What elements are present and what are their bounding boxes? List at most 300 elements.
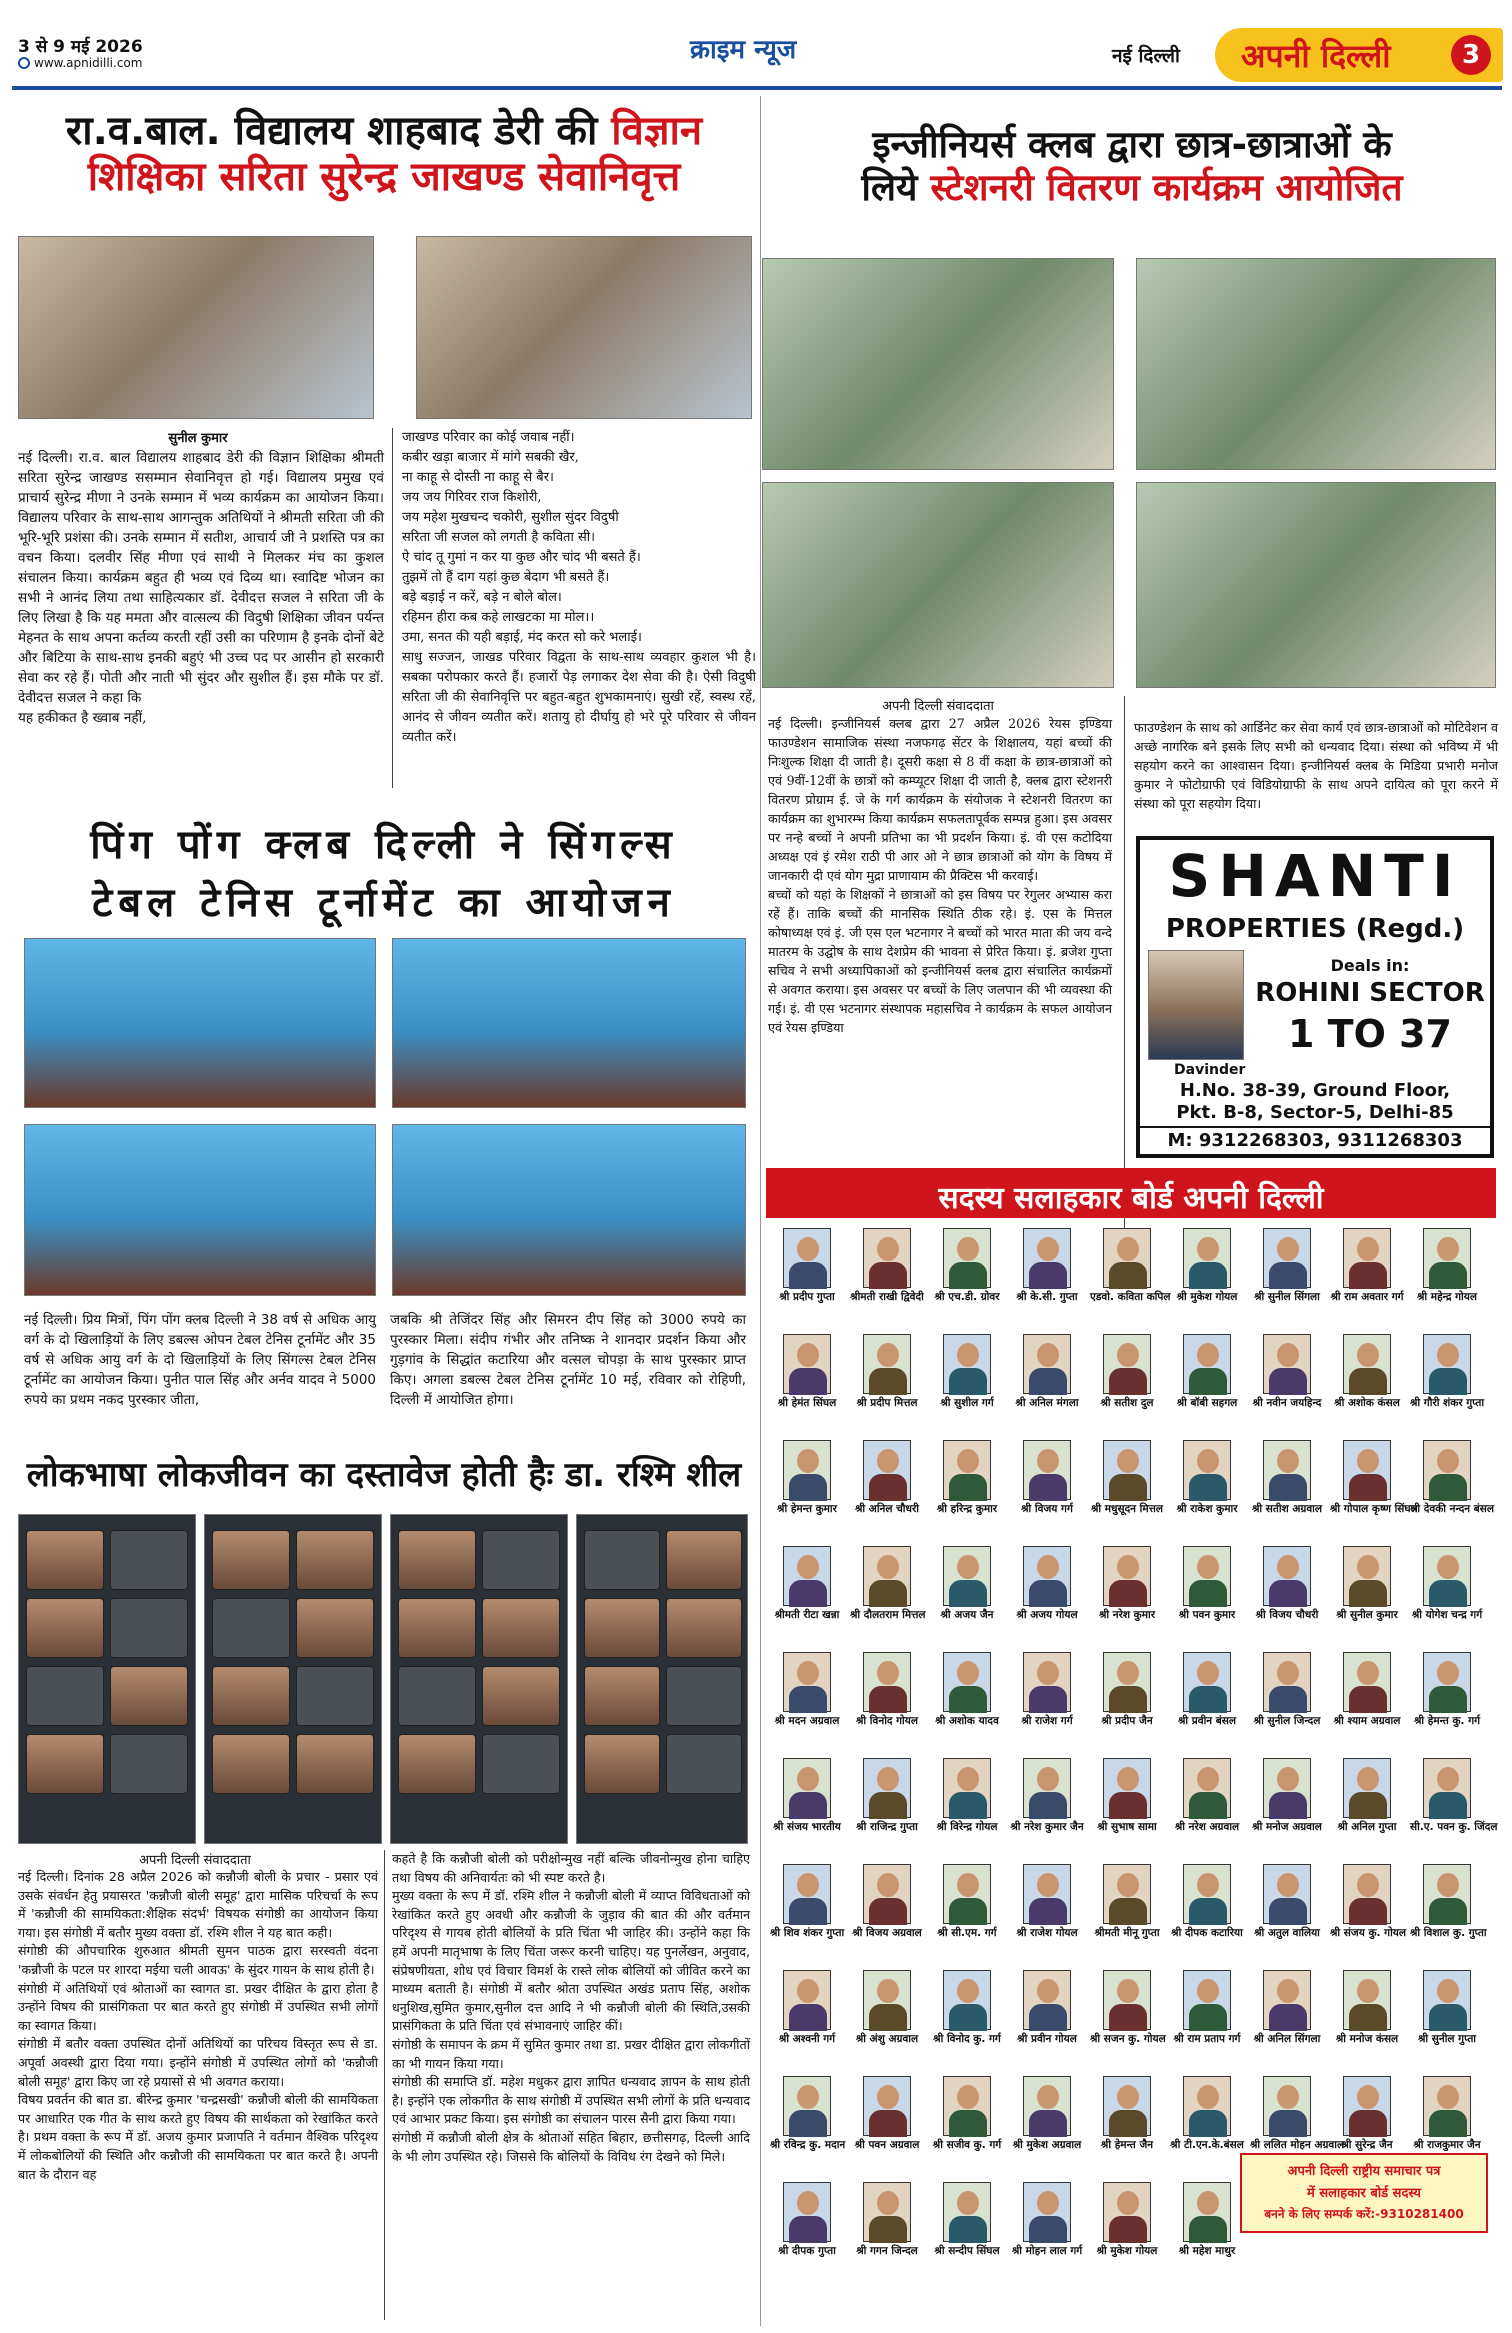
member-photo — [1103, 1440, 1151, 1500]
member-name: श्री दीपक गुप्ता — [778, 2245, 836, 2257]
photo-felicitation-1 — [18, 236, 374, 419]
member-name: श्री दीपक कटारिया — [1171, 1927, 1243, 1939]
member-photo — [1343, 1970, 1391, 2030]
story-column-1: नई दिल्ली। इन्जीनियर्स क्लब द्वारा 27 अप्रैल 2026 रेयस इण्डिया फाउण्डेशन सामाजिक संस्था नजफगढ़ सेंटर के शिक्षालय, यहां बच्चों की निःशुल्क शिक्षा दी जाती है। दूसरी कक्षा से 8 वीं कक्षा के छात्र-छात्राओं को एवं 9वीं-12वीं के छात्रों को कम्प्यूटर शिक्षा दी जाती है, क्लब द्वारा स्टेशनरी वितरण प्रोग्राम ई. जे के गर्ग कार्यक्रम के संयोजक ने स्टेशनरी वितरण का कार्यक्रम का शुभारम्भ किया कार्यक्रम सफलतापूर्वक सम्पन्न हुआ। इस अवसर पर नन्हे बच्चों ने अपनी प्रतिभा का भी प्रदर्शन किया। इं. वी एस कटोदिया अध्यक्ष एवं इं रमेश राठी पी आर ओ ने छात्र छात्राओं को योग के विषय में जानकारी दी एवं योग मुद्रा प्राणायाम की प्रैक्टिस भी करवाई। बच्चों को यहां के शिक्षकों ने छात्राओं को इस विषय पर रेगुलर अभ्यास करा रहें हैं। ताकि बच्चों की मानसिक स्थिति ठीक रहे। इं. एस के मित्तल कोषाध्यक्ष एवं इं. जी एस एल भटनागर ने बच्चों को भारत माता की जय वन्दे मातरम के उद्घोष के साथ देशप्रेम की भावना से प्रेरित किया। इं. ब्रजेश गुप्ता सचिव ने सभी अध्यापिकाओं को इन्जीनियर्स क्लब द्वारा संचालित कार्यक्रमों से अवगत कराया। इस अवसर पर बच्चों के लिए जलपान की भी व्यवस्था की गई। इं. वी एस भटनागर संस्थापक महासचिव ने कार्यक्रम के सफल आयोजन एवं रेयस इण्डिया — [768, 716, 1112, 1035]
board-member — [1410, 1758, 1498, 1840]
photo-players-1 — [24, 938, 376, 1108]
member-name: श्री राजेश गर्ग — [1021, 1715, 1073, 1727]
page-divider — [760, 96, 761, 2326]
photo-stationery-1 — [762, 258, 1114, 470]
member-name: श्री सजन कु. गोयल — [1090, 2033, 1166, 2045]
member-name: श्री सी.एम. गर्ग — [937, 1927, 997, 1939]
member-photo — [1263, 1228, 1311, 1288]
member-name: श्री सन्दीप सिंघल — [934, 2245, 1000, 2257]
story-column-1: नई दिल्ली। दिनांक 28 अप्रैल 2026 को कन्नौजी बोली के प्रचार - प्रसार एवं उसके संवर्धन हेतु प्रयासरत 'कन्नौजी बोली समूह' द्वारा मासिक परिचर्चा के रूप में 'कन्नौजी की सामयिकता:शैक्षिक संदर्भ' विषयक संगोष्ठी का आयोजन किया गया। इस संगोष्ठी में बतौर मुख्य वक्ता डॉ. रश्मि शील ने यह बात कही। संगोष्ठी की औपचारिक शुरुआत श्रीमती सुमन पाठक द्वारा सरस्वती वंदना 'कन्नौजी के पटल पर शारदा मईया चली आवऊ' के सुंदर गायन के साथ होती है। संगोष्ठी में अतिथियों एवं श्रोताओं का स्वागत डा. प्रखर दीक्षित के द्वारा होता है उन्होंने विषय की प्रासंगिकता पर बात करते हुए संगोष्ठी में उपस्थित सभी लोगों का स्वागत किया। संगोष्ठी में बतौर वक्ता उपस्थित दोनों अतिथियों का परिचय विस्तृत रूप से डा. अपूर्वा अवस्थी द्वारा दिया गया। इन्होंने संगोष्ठी में उपस्थित लोगों को 'कन्नौजी बोली समूह' द्वारा किए जा रहे प्रयासों से भी अवगत कराया। विषय प्रवर्तन की बात डा. बीरेन्द्र कुमार 'चन्द्रसखी' कन्नौजी बोली की सामयिकता पर आधारित एक गीत के साथ करते हुए विषय की सार्थकता को रेखांकित करते है। प्रथम वक्ता के रूप में डॉ. अजय कुमार प्रजापति ने वर्तमान वैश्विक परिदृश्य में लोकबोलियों की स्थिति और कन्नौजी की सामयिकता पर बात करते है। अपनी बात के दौरान वह — [18, 1869, 378, 2182]
board-member — [934, 2182, 1000, 2264]
member-photo — [1343, 1758, 1391, 1818]
vc-tile — [666, 1598, 742, 1658]
member-name: श्री राम अवतार गर्ग — [1330, 1291, 1404, 1303]
board-member — [1174, 2182, 1240, 2264]
member-name: श्री एच.डी. ग्रोवर — [934, 1291, 1000, 1303]
story-column-2: जबकि श्री तेजिंदर सिंह और सिमरन दीप सिंह को 3000 रुपये का पुरस्कार मिला। संदीप गंभीर और तनिष्क ने शानदार प्रदर्शन किया और गुड़गांव के सिद्धांत कटारिया और वत्सल चोपड़ा के साथ पुरस्कार प्राप्त किए। अगला डबल्स टेबल टेनिस टूर्नामेंट 10 मई, रविवार को रोहिणी, दिल्ली में आयोजित होगा। — [390, 1312, 746, 1408]
member-photo — [1183, 1440, 1231, 1500]
ad-deals: Deals in: — [1330, 956, 1410, 975]
member-photo — [1103, 1970, 1151, 2030]
member-photo — [1423, 2076, 1471, 2136]
member-name: श्रीमती मीनू गुप्ता — [1094, 1927, 1160, 1939]
member-name: श्री गोपाल कृष्ण सिंघल — [1330, 1503, 1418, 1515]
board-member — [1014, 1546, 1080, 1628]
board-member — [1014, 1652, 1080, 1734]
board-member — [774, 1334, 840, 1416]
board-member — [1410, 1864, 1487, 1946]
board-member — [774, 1546, 840, 1628]
member-photo — [863, 1228, 911, 1288]
cta-line-1: अपनी दिल्ली राष्ट्रीय समाचार पत्र — [1287, 2164, 1441, 2179]
vc-tile — [212, 1530, 290, 1590]
ad-phone[interactable]: M: 9312268303, 9311268303 — [1140, 1126, 1490, 1151]
city-label: नई दिल्ली — [1112, 45, 1180, 67]
member-name: श्री श्याम अग्रवाल — [1333, 1715, 1401, 1727]
board-member — [1410, 1334, 1485, 1416]
headline — [12, 816, 756, 932]
member-name: श्री हेमन्त कु. गर्ग — [1413, 1715, 1481, 1727]
member-name: श्री विजय चौधरी — [1255, 1609, 1319, 1621]
vc-tile — [584, 1530, 660, 1590]
board-member — [1254, 1758, 1320, 1840]
member-photo — [943, 1546, 991, 1606]
board-member — [774, 2182, 840, 2264]
member-name: श्री नरेश कुमार — [1098, 1609, 1156, 1621]
member-name: श्री अतुल वालिया — [1254, 1927, 1320, 1939]
member-name: श्री पवन कुमार — [1178, 1609, 1236, 1621]
member-name: श्री सतीश दुल — [1100, 1397, 1154, 1409]
page-number-badge — [1451, 35, 1491, 75]
member-photo — [1103, 1334, 1151, 1394]
member-photo — [1423, 1652, 1471, 1712]
board-member — [1414, 1652, 1480, 1734]
board-member — [774, 1228, 840, 1310]
member-name: श्री नवीन जयहिन्द — [1252, 1397, 1322, 1409]
member-name: श्री विजय अग्रवाल — [852, 1927, 922, 1939]
board-member — [1330, 1228, 1404, 1310]
vc-tile — [296, 1666, 374, 1726]
photo-stationery-4 — [1136, 482, 1496, 688]
story-column-2: जाखण्ड परिवार का कोई जवाब नहीं। कबीर खड़ा बाजार में मांगे सबकी खैर, ना काहू से दोस्ती ना काहू से बैर। जय जय गिरिवर राज किशोरी, जय महेश मुखचन्द चकोरी, सुशील सुंदर विदुषी सरिता जी सजल को लगती है कविता सी। ऐ चांद तू गुमां न कर या कुछ और चांद भी बसते हैं। तुझमें तो हैं दाग यहां कुछ बेदाग भी बसते हैं। बड़े बड़ाई न करें, बड़े न बोले बोल। रहिमन हीरा कब कहे लाखटका मा मोल।। उमा, सनत की यही बड़ाई, मंद करत सो करे भलाई। साधु सज्जन, जाखड परिवार विद्वता के साथ-साथ व्यवहार कुशल भी है। सबका परोपकार करते हैं। हजारों पेड़ लगाकर देश सेवा की है। ऐसी विदुषी सरिता जी की सेवानिवृत्ति पर बहुत-बहुत शुभकामनाएं। सुखी रहें, स्वस्थ रहें, आनंद से जीवन व्यतीत करें। शतायु हो दीर्घायु हो भरे पूरे परिवार से जीवन व्यतीत करें। — [402, 430, 756, 745]
ad-address-2: Pkt. B-8, Sector-5, Delhi-85 — [1176, 1102, 1454, 1123]
globe-icon — [18, 57, 30, 69]
member-name: श्री हेमन्त कुमार — [777, 1503, 837, 1515]
member-photo — [943, 2076, 991, 2136]
board-member — [1171, 1864, 1243, 1946]
section-title: क्राइम न्यूज — [690, 35, 797, 65]
member-name: श्री विजय गर्ग — [1021, 1503, 1073, 1515]
member-name: श्री के.सी. गुप्ता — [1016, 1291, 1078, 1303]
member-photo — [1023, 1758, 1071, 1818]
board-member — [854, 1758, 920, 1840]
member-photo — [1023, 2182, 1071, 2242]
advisory-board — [766, 1168, 1496, 2328]
board-member — [1094, 1758, 1160, 1840]
board-member — [854, 1440, 920, 1522]
member-name: सी.ए. पवन कु. जिंदल — [1410, 1821, 1498, 1833]
board-member — [770, 2076, 846, 2158]
ad-name: SHANTI — [1168, 842, 1462, 910]
member-photo — [943, 1228, 991, 1288]
board-member — [1174, 1652, 1240, 1734]
board-member — [1094, 1864, 1160, 1946]
board-member — [934, 2076, 1000, 2158]
board-member — [1334, 1652, 1400, 1734]
board-member — [1334, 2076, 1400, 2158]
headline-line2-black: लिये — [861, 165, 931, 209]
board-member — [854, 1334, 920, 1416]
member-name: श्री प्रदीप मित्तल — [856, 1397, 918, 1409]
headline-red: विज्ञान — [611, 108, 703, 154]
board-member — [934, 1440, 1000, 1522]
member-name: श्री अशोक यादव — [935, 1715, 999, 1727]
board-member — [1014, 1440, 1080, 1522]
board-member — [1334, 1970, 1400, 2052]
member-photo — [1343, 1228, 1391, 1288]
member-name: श्री मनोज अग्रवाल — [1252, 1821, 1322, 1833]
member-photo — [1343, 1652, 1391, 1712]
member-photo — [863, 2076, 911, 2136]
member-name: श्री गौरी शंकर गुप्ता — [1410, 1397, 1485, 1409]
member-name: श्री विरेन्द्र गोयल — [936, 1821, 998, 1833]
member-name: श्री सुभाष सामा — [1097, 1821, 1157, 1833]
member-photo — [1023, 1334, 1071, 1394]
board-member — [1254, 1864, 1320, 1946]
member-photo — [1183, 1864, 1231, 1924]
vc-tile — [26, 1666, 104, 1726]
board-member — [1014, 1228, 1080, 1310]
member-name: श्री अश्वनी गर्ग — [778, 2033, 836, 2045]
member-photo — [1343, 1864, 1391, 1924]
member-name: श्री योगेश चन्द्र गर्ग — [1411, 1609, 1483, 1621]
ad-address-1: H.No. 38-39, Ground Floor, — [1179, 1080, 1451, 1101]
headline-line1: इन्जीनियर्स क्लब द्वारा छात्र-छात्राओं के — [872, 123, 1392, 166]
brand-name: अपनी दिल्ली — [1241, 37, 1391, 75]
board-member — [1014, 1864, 1080, 1946]
board-member — [854, 1970, 920, 2052]
board-member — [1094, 1546, 1160, 1628]
member-photo — [1183, 1228, 1231, 1288]
member-photo — [863, 1970, 911, 2030]
member-photo — [1023, 2076, 1071, 2136]
member-name: श्री मुकेश गोयल — [1176, 1291, 1238, 1303]
page-number: 3 — [1461, 40, 1481, 70]
board-member — [1174, 1758, 1240, 1840]
video-call-screenshots — [18, 1514, 748, 1844]
member-name: श्री सुशील गर्ग — [940, 1397, 994, 1409]
member-photo — [783, 1970, 831, 2030]
member-name: श्री राजकुमार जैन — [1413, 2139, 1481, 2151]
member-name: श्री मुकेश गोयल — [1096, 2245, 1158, 2257]
member-photo — [1263, 1864, 1311, 1924]
vc-tile — [26, 1530, 104, 1590]
headline-red-line2: शिक्षिका सरिता सुरेन्द्र जाखण्ड सेवानिवृत्त — [87, 154, 681, 200]
vc-tile — [296, 1734, 374, 1794]
board-member — [854, 1652, 920, 1734]
member-photo — [1103, 1652, 1151, 1712]
masthead-rule — [12, 86, 1502, 90]
vc-tile — [296, 1530, 374, 1590]
member-photo — [1023, 1652, 1071, 1712]
board-member — [1174, 1334, 1240, 1416]
member-name: श्री अंशु अग्रवाल — [855, 2033, 919, 2045]
board-member — [1094, 2182, 1160, 2264]
ad-subtitle: PROPERTIES (Regd.) — [1165, 914, 1465, 944]
board-member — [1411, 1546, 1483, 1628]
board-member — [1014, 2076, 1080, 2158]
member-name: श्री अजय जैन — [940, 1609, 994, 1621]
member-photo — [1263, 1546, 1311, 1606]
property-ad — [1136, 836, 1494, 1158]
member-name: श्रीमती रीटा खन्ना — [774, 1609, 840, 1621]
board-member — [1254, 1228, 1320, 1310]
member-name: श्री देवकी नन्दन बंसल — [1410, 1503, 1495, 1515]
member-photo — [943, 1864, 991, 1924]
board-member — [1014, 1970, 1080, 2052]
member-name: श्री संजय भारतीय — [773, 1821, 841, 1833]
board-member — [1094, 2076, 1160, 2158]
member-photo — [1423, 1864, 1471, 1924]
vc-tile — [666, 1530, 742, 1590]
board-member — [1174, 1440, 1240, 1522]
member-name: श्री विशाल कु. गुप्ता — [1410, 1927, 1487, 1939]
board-member — [1174, 1546, 1240, 1628]
ad-area-1: ROHINI SECTOR — [1255, 978, 1485, 1008]
member-photo — [863, 1758, 911, 1818]
member-name: श्री ललित मोहन अग्रवाल — [1250, 2139, 1345, 2151]
photo-stationery-2 — [1136, 258, 1496, 470]
photo-felicitation-2 — [416, 236, 752, 419]
column-divider — [392, 428, 393, 788]
vc-tile — [398, 1734, 476, 1794]
member-name: श्री बॉबी सहगल — [1176, 1397, 1238, 1409]
member-name: श्री हरिन्द्र कुमार — [936, 1503, 998, 1515]
board-member — [774, 1758, 840, 1840]
cta-line-2: में सलाहकार बोर्ड सदस्य — [1307, 2186, 1421, 2201]
member-name: श्री अनिल चौधरी — [854, 1503, 919, 1515]
byline: अपनी दिल्ली संवाददाता — [139, 1853, 251, 1868]
member-name: श्री अनिल मंगला — [1015, 1397, 1079, 1409]
board-member — [854, 1864, 920, 1946]
board-member — [1414, 1228, 1480, 1310]
member-name: श्री प्रवीन गोयल — [1017, 2033, 1077, 2045]
headline — [762, 124, 1502, 209]
member-photo — [863, 1652, 911, 1712]
member-photo — [1103, 2076, 1151, 2136]
member-photo — [1183, 1334, 1231, 1394]
vc-tile — [666, 1666, 742, 1726]
board-member — [774, 1970, 840, 2052]
board-member — [1174, 1970, 1240, 2052]
member-photo — [1023, 1228, 1071, 1288]
member-photo — [863, 1440, 911, 1500]
story-retirement — [12, 98, 756, 798]
board-member — [934, 1228, 1000, 1310]
member-name: श्री अनिल गुप्ता — [1337, 1821, 1397, 1833]
photo-stationery-3 — [762, 482, 1114, 688]
board-cta[interactable] — [1240, 2153, 1488, 2233]
board-member — [1090, 1970, 1166, 2052]
member-name: श्री मुकेश अग्रवाल — [1012, 2139, 1082, 2151]
board-member — [1094, 1652, 1160, 1734]
board-member — [1334, 1334, 1400, 1416]
vc-tile — [110, 1666, 188, 1726]
member-name: श्री अनिल सिंगला — [1253, 2033, 1321, 2045]
board-member — [1251, 1440, 1323, 1522]
member-name: श्री सुनील गुप्ता — [1417, 2033, 1477, 2045]
vc-tile — [482, 1530, 560, 1590]
member-name: श्री महेन्द्र गोयल — [1417, 1291, 1477, 1303]
headline — [12, 108, 756, 200]
board-member — [1170, 2076, 1244, 2158]
member-photo — [783, 1440, 831, 1500]
vc-tile — [110, 1598, 188, 1658]
member-name: श्री राजिन्द्र गुप्ता — [856, 1821, 918, 1833]
member-photo — [1023, 1864, 1071, 1924]
vc-tile — [110, 1734, 188, 1794]
member-photo — [863, 1334, 911, 1394]
board-member — [1414, 1970, 1480, 2052]
story-column-1: नई दिल्ली। रा.व. बाल विद्यालय शाहबाद डेरी की विज्ञान शिक्षिका श्रीमती सरिता सुरेन्द्र जाखण्ड ससम्मान सेवानिवृत्त हो गई। विद्यालय प्रमुख एवं प्राचार्य सुरेन्द्र मीणा ने उनके सम्मान में भव्य कार्यक्रम का आयोजन किया। विद्यालय परिवार के साथ-साथ आगन्तुक अतिथियों ने श्रीमती सरिता जी की भूरि-भूरि प्रशंसा की। उनके सम्मान में सतीश, आचार्य जी ने प्रशस्ति पत्र का वचन किया। दलवीर सिंह मीणा एवं साथी ने मिलकर मंच का कुशल संचालन किया। कार्यक्रम बहुत ही भव्य एवं दिव्य था। स्वादिष्ट भोजन का सभी ने आनंद लिया तथा साहित्यकार डॉ. देवीदत्त सजल ने सरिता जी के लिए लिखा है कि यह ममता और वात्सल्य की विदुषी शिक्षिका जीवन पर्यन्त मेहनत के साथ अपना कर्तव्य करती रहीं उसी का परिणाम है इनके दोनों बेटे और बिटिया के साथ-साथ इनकी बहुएं भी उच्च पद पर आसीन हो सरकारी सेवा कर रहे हैं। पोती और नाती भी सुंदर और सुशील हैं। इस मौके पर डॉ. देवीदत्त सजल ने कहा कि यह हकीकत है ख्वाब नहीं, — [18, 450, 384, 726]
vc-tile — [482, 1666, 560, 1726]
member-name: श्री नरेश अग्रवाल — [1174, 1821, 1240, 1833]
board-member — [774, 1652, 840, 1734]
vc-tile — [26, 1598, 104, 1658]
member-photo — [863, 2182, 911, 2242]
board-member — [850, 1228, 924, 1310]
member-photo — [783, 1864, 831, 1924]
member-photo — [1183, 1758, 1231, 1818]
ad-area-2: 1 TO 37 — [1287, 1012, 1452, 1056]
board-member — [1330, 1440, 1418, 1522]
member-photo — [1423, 1758, 1471, 1818]
board-member — [1014, 1334, 1080, 1416]
board-member — [1174, 1228, 1240, 1310]
member-photo — [1103, 1546, 1151, 1606]
story-column-1: नई दिल्ली। प्रिय मित्रों, पिंग पोंग क्लब दिल्ली ने 38 वर्ष से अधिक आयु वर्ग के दो खिलाड़ियों के लिए डबल्स ओपन टेबल टेनिस टूर्नामेंट और 35 वर्ष से अधिक आयु वर्ग के दो खिलाड़ियों के लिए सिंगल्स टेबल टेनिस टूर्नामेंट का आयोजन किया। पुनीत पाल सिंह और अर्नव यादव ने 5000 रुपये का प्रथम नकद पुरस्कार जीता, — [24, 1312, 376, 1408]
member-name: श्री मधुसूदन मित्तल — [1090, 1503, 1164, 1515]
member-name: श्री नरेश कुमार जैन — [1010, 1821, 1084, 1833]
member-photo — [1103, 1864, 1151, 1924]
vc-tile — [212, 1598, 290, 1658]
board-member — [1254, 1970, 1320, 2052]
member-name: श्री राम प्रताप गर्ग — [1173, 2033, 1241, 2045]
member-photo — [783, 2182, 831, 2242]
member-photo — [1423, 1228, 1471, 1288]
vc-tile — [584, 1598, 660, 1658]
member-photo — [1263, 1440, 1311, 1500]
board-member — [934, 1864, 1000, 1946]
member-photo — [943, 1440, 991, 1500]
member-name: एडवो. कविता कपिल — [1090, 1291, 1171, 1303]
member-name: श्री सतीश अग्रवाल — [1251, 1503, 1323, 1515]
photo-players-2 — [392, 938, 746, 1108]
member-photo — [1263, 1970, 1311, 2030]
board-member — [1250, 2076, 1345, 2158]
photo-players-4 — [392, 1124, 746, 1296]
member-name: श्री अशोक कंसल — [1334, 1397, 1400, 1409]
member-photo — [1263, 1758, 1311, 1818]
headline-line2: टेबल टेनिस टूर्नामेंट का आयोजन — [92, 880, 676, 926]
member-photo — [783, 1758, 831, 1818]
board-member — [1094, 1334, 1160, 1416]
website-link[interactable]: www.apnidilli.com — [34, 56, 143, 70]
member-name: श्री सजीव कु. गर्ग — [932, 2139, 1002, 2151]
board-member — [1011, 2182, 1083, 2264]
member-photo — [943, 1970, 991, 2030]
brand-banner — [1215, 28, 1503, 82]
member-photo — [1423, 1970, 1471, 2030]
vc-tile — [296, 1598, 374, 1658]
member-photo — [1423, 1546, 1471, 1606]
story-column-2: फाउण्डेशन के साथ को आर्डिनेट कर सेवा कार्य एवं छात्र-छात्राओं को मोटिवेशन व अच्छे नागरिक बने इसके लिए सभी को धन्यवाद दिया। संस्था को भविष्य में भी सहयोग करने का आश्वासन दिया। इन्जीनियर्स क्लब के मिडिया प्रभारी मनोज कुमार ने फोटोग्राफी एवं विडियोग्राफी के साथ अपने दायित्व को पूरा करने में संस्था को पूरा सहयोग दिया। — [1134, 720, 1498, 811]
member-name: श्री सुनील जिन्दल — [1253, 1715, 1321, 1727]
member-photo — [1183, 2076, 1231, 2136]
member-name: श्री हेमन्त जैन — [1100, 2139, 1154, 2151]
member-photo — [1023, 1970, 1071, 2030]
board-member — [1254, 1546, 1320, 1628]
story-lokbhasha — [12, 1448, 756, 2328]
member-photo — [943, 2182, 991, 2242]
member-photo — [1023, 1546, 1071, 1606]
board-member — [1090, 1228, 1171, 1310]
byline: अपनी दिल्ली संवाददाता — [882, 699, 994, 714]
member-name: श्री अजय गोयल — [1016, 1609, 1078, 1621]
member-name: श्री राजेश गोयल — [1016, 1927, 1078, 1939]
member-name: श्री महेश माथुर — [1178, 2245, 1236, 2257]
member-name: श्री सुरेन्द्र जैन — [1341, 2139, 1393, 2151]
board-member — [1010, 1758, 1084, 1840]
member-photo — [863, 1546, 911, 1606]
member-photo — [1263, 1334, 1311, 1394]
member-photo — [783, 1546, 831, 1606]
member-name: श्री प्रदीप गुप्ता — [779, 1291, 835, 1303]
board-member — [1254, 1334, 1320, 1416]
member-photo — [1343, 1440, 1391, 1500]
member-photo — [1103, 1228, 1151, 1288]
member-photo — [1103, 1758, 1151, 1818]
member-photo — [1423, 1334, 1471, 1394]
member-photo — [1183, 1970, 1231, 2030]
member-name: श्रीमती राखी द्विवेदी — [850, 1291, 924, 1303]
member-name: श्री विनोद गोयल — [856, 1715, 918, 1727]
board-member — [854, 2076, 920, 2158]
vc-tile — [584, 1734, 660, 1794]
vc-tile — [110, 1530, 188, 1590]
member-photo — [1263, 2076, 1311, 2136]
member-photo — [863, 1864, 911, 1924]
board-title: सदस्य सलाहकार बोर्ड अपनी दिल्ली — [938, 1181, 1324, 1216]
ad-person-name: Davinder — [1174, 1062, 1246, 1078]
headline: लोकभाषा लोकजीवन का दस्तावेज होती हैः डा. रश्मि शील — [26, 1455, 742, 1495]
member-name: श्री विनोद कु. गर्ग — [933, 2033, 1001, 2045]
board-member — [1330, 1864, 1406, 1946]
member-photo — [1183, 2182, 1231, 2242]
ad-person-photo — [1148, 950, 1244, 1060]
member-name: श्री शिव शंकर गुप्ता — [770, 1927, 845, 1939]
member-photo — [1103, 2182, 1151, 2242]
issue-date: 3 से 9 मई 2026 — [18, 37, 143, 57]
member-photo — [1263, 1652, 1311, 1712]
member-photo — [1423, 1440, 1471, 1500]
member-photo — [1023, 1440, 1071, 1500]
vc-tile — [398, 1598, 476, 1658]
